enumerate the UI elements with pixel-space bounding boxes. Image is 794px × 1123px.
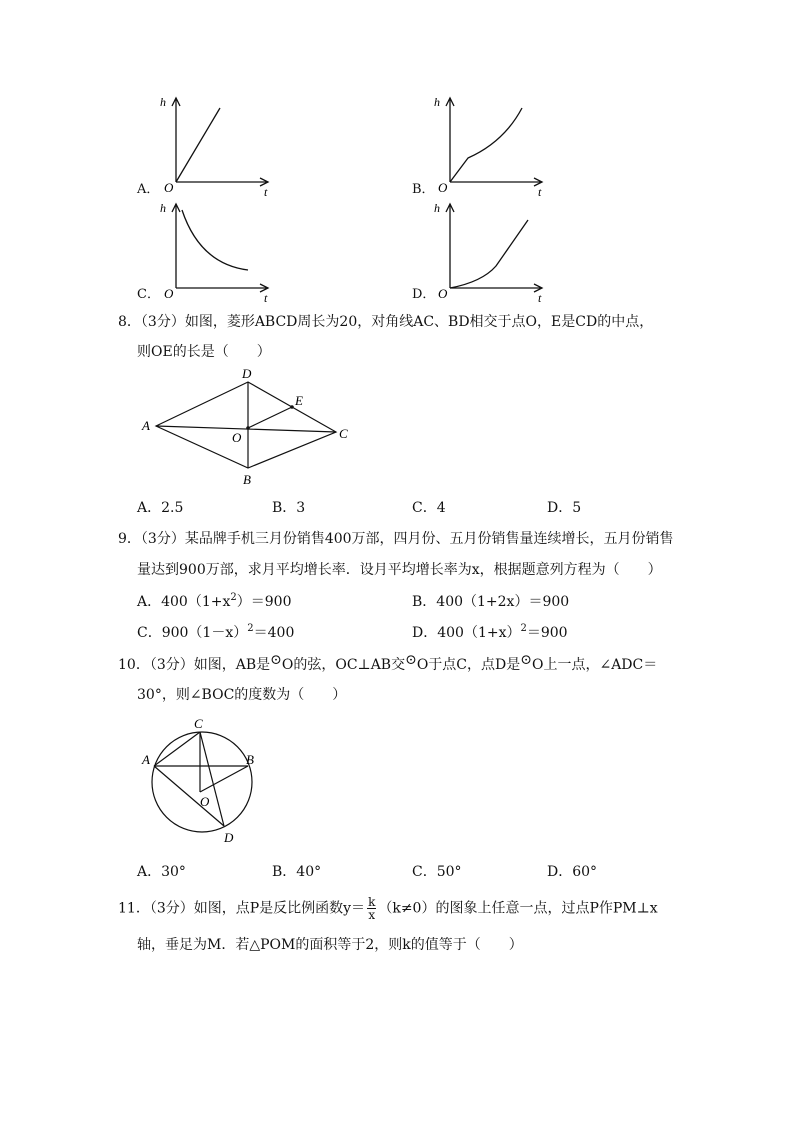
q10-label-d: D xyxy=(224,830,234,845)
q7-b-xaxis: t xyxy=(538,185,542,199)
q7-curve-a xyxy=(176,108,220,182)
q10-segment-ac xyxy=(154,732,200,766)
q7-a-origin: O xyxy=(164,180,174,195)
q8-rhombus xyxy=(156,382,336,468)
q7-d-origin: O xyxy=(438,286,448,301)
q7-c-yaxis: h xyxy=(160,201,166,215)
q10-label-b: B xyxy=(246,752,254,767)
q7-option-d-label: D． xyxy=(412,287,436,302)
q10-label-o: O xyxy=(200,794,210,809)
q10-circle-figure xyxy=(138,716,268,848)
q8-segment-oe xyxy=(248,407,292,428)
circle-dot-symbol: ⊙ xyxy=(520,652,532,668)
q8-diagonal-ac xyxy=(156,426,336,432)
q10-option-d: D．60° xyxy=(547,864,598,880)
q8-label-e: E xyxy=(295,393,303,408)
q10-option-b: B．40° xyxy=(272,864,322,880)
q10-option-c: C．50° xyxy=(412,864,462,880)
q7-graph-b xyxy=(424,90,554,200)
q8-label-a: A xyxy=(142,418,150,433)
q10-option-a: A．30° xyxy=(137,864,186,880)
q8-label-b: B xyxy=(243,472,251,487)
q11-fraction: $\frac{k}{x}$ xyxy=(368,895,376,922)
circle-dot-symbol: ⊙ xyxy=(270,652,282,668)
q9-option-b: B．400（1+2x）＝900 xyxy=(412,594,570,610)
q8-option-b: B．3 xyxy=(272,500,306,516)
q10-label-c: C xyxy=(194,716,203,731)
q7-graph-a xyxy=(150,90,280,200)
q7-curve-c xyxy=(182,210,248,270)
q7-curve-d xyxy=(450,220,528,288)
q7-d-xaxis: t xyxy=(538,291,542,305)
q8-label-d: D xyxy=(242,368,252,381)
circle-dot-symbol: ⊙ xyxy=(405,652,417,668)
q8-rhombus-figure xyxy=(138,368,368,488)
q8-line1: 8．（3分）如图，菱形ABCD周长为20，对角线AC、BD相交于点O，E是CD的中点， xyxy=(118,314,654,330)
q8-option-d: D．5 xyxy=(547,500,582,516)
q7-curve-b xyxy=(450,108,522,182)
q7-graph-c xyxy=(150,196,280,306)
q7-option-c-label: C． xyxy=(137,287,160,302)
q8-label-c: C xyxy=(339,426,348,441)
q8-label-o: O xyxy=(232,430,242,445)
q10-circle xyxy=(152,732,252,832)
q9-line2: 量达到900万部，求月平均增长率．设月平均增长率为x，根据题意列方程为（ ） xyxy=(137,562,662,578)
q7-a-yaxis: h xyxy=(160,95,166,109)
q10-segment-cd xyxy=(200,732,224,826)
q7-d-yaxis: h xyxy=(434,201,440,215)
q9-option-d: D．$400(1+x)^2=900$ xyxy=(412,623,568,641)
q10-segment-ob xyxy=(200,766,248,792)
q7-c-xaxis: t xyxy=(264,291,268,305)
q7-option-a-label: A． xyxy=(137,182,160,197)
q9-option-a: A．$400(1+x^2)=900$ xyxy=(137,592,292,610)
q10-segment-ad xyxy=(154,766,224,826)
q11-line2: 轴，垂足为M．若△POM的面积等于2，则k的值等于（ ） xyxy=(137,937,523,953)
q10-line1: 10．（3分）如图，AB是⊙O的弦，OC⊥AB交⊙O于点C，点D是⊙O上一点，∠ADC＝ xyxy=(118,652,658,673)
q9-option-c: C．$900(1-x)^2=400$ xyxy=(137,623,295,641)
q7-b-origin: O xyxy=(438,180,448,195)
q10-label-a: A xyxy=(142,752,150,767)
q7-option-b-label: B． xyxy=(412,182,435,197)
q9-line1: 9．（3分）某品牌手机三月份销售400万部，四月份、五月份销售量连续增长，五月份销售 xyxy=(118,531,674,547)
q10-line2: 30°，则∠BOC的度数为（ ） xyxy=(137,687,347,703)
q7-c-origin: O xyxy=(164,286,174,301)
q11-line1: 11．（3分）如图，点P是反比例函数y＝ $\frac{k}{x}$ （k≠0）的图象上任意一点，过点P作PM⊥x xyxy=(118,895,658,922)
q7-b-yaxis: h xyxy=(434,95,440,109)
q8-line2: 则OE的长是（ ） xyxy=(137,344,271,360)
q7-graph-d xyxy=(424,196,554,306)
q8-option-a: A．2.5 xyxy=(137,500,184,516)
q7-a-xaxis: t xyxy=(264,185,268,199)
q8-option-c: C．4 xyxy=(412,500,446,516)
